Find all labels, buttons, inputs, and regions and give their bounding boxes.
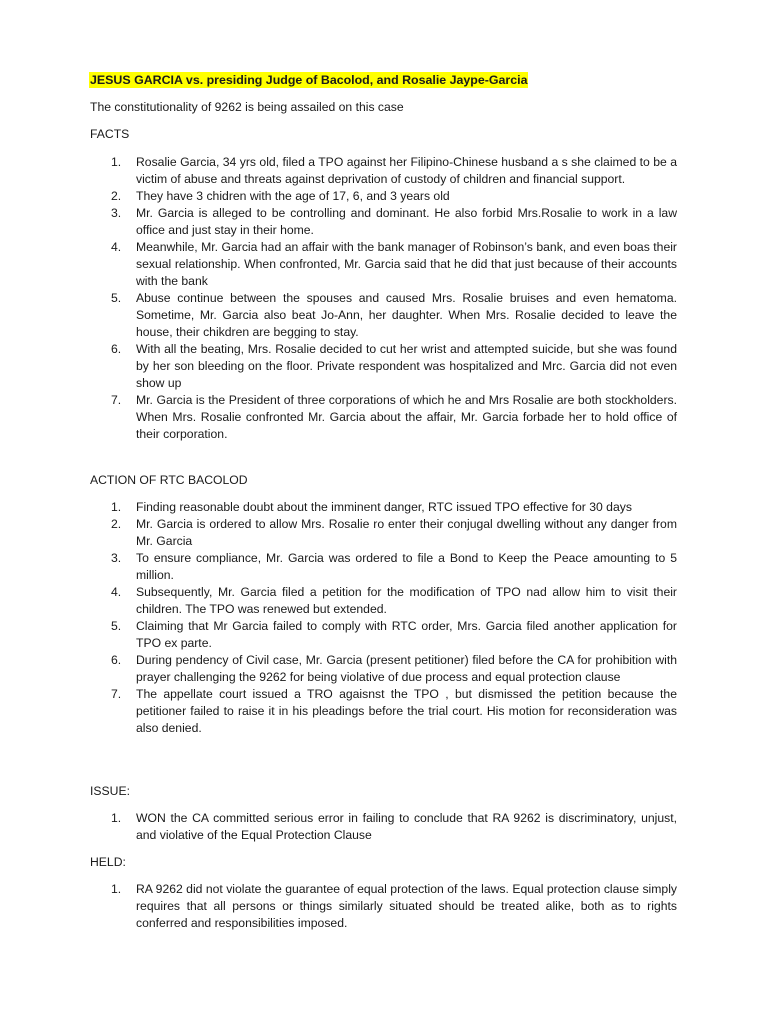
list-item: 1. WON the CA committed serious error in failing to conclude that RA 9262 is discriminatory, unjust, and violative of the Equal Protection Clause (111, 811, 677, 842)
list-item: 4. Meanwhile, Mr. Garcia had an affair with the bank manager of Robinson’s bank, and even boas their sexual relationship. When confronted, Mr. Garcia said that he did that just because of their accounts with the bank (111, 240, 677, 288)
held-heading: HELD: (90, 855, 126, 869)
list-item: 7. The appellate court issued a TRO agaisnst the TPO , but dismissed the petition because the petitioner failed to raise it in his pleadings before the trial court. His motion for reconsideration was also denied. (111, 687, 677, 735)
list-item: 3. To ensure compliance, Mr. Garcia was ordered to file a Bond to Keep the Peace amounting to 5 million. (111, 551, 677, 582)
list-item: 3. Mr. Garcia is alleged to be controlling and dominant. He also forbid Mrs.Rosalie to work in a law office and just stay in their home. (111, 206, 677, 237)
facts-list (108, 154, 677, 443)
issue-list (108, 810, 677, 844)
list-item: 5. Claiming that Mr Garcia failed to comply with RTC order, Mrs. Garcia filed another application for TPO ex parte. (111, 619, 677, 650)
action-list (108, 499, 677, 737)
list-item: 1. RA 9262 did not violate the guarantee of equal protection of the laws. Equal protection clause simply requires that all persons or things similarly situated should be treated alike, both as to rights conferred and responsibilities imposed. (111, 882, 677, 930)
held-list (108, 881, 677, 932)
action-heading: ACTION OF RTC BACOLOD (90, 473, 248, 487)
list-item: 1. Finding reasonable doubt about the imminent danger, RTC issued TPO effective for 30 days (111, 500, 632, 514)
intro-text: The constitutionality of 9262 is being assailed on this case (90, 100, 404, 114)
list-item: 6. With all the beating, Mrs. Rosalie decided to cut her wrist and attempted suicide, but she was found by her son bleeding on the floor. Private respondent was hospitalized and Mrc. Garcia did not even show up (111, 342, 677, 390)
list-item: 1. Rosalie Garcia, 34 yrs old, filed a TPO against her Filipino-Chinese husband a s she claimed to be a victim of abuse and threats against deprivation of custody of children and financial support. (111, 155, 677, 186)
list-item: 2. They have 3 chidren with the age of 17, 6, and 3 years old (111, 189, 450, 203)
case-title: JESUS GARCIA vs. presiding Judge of Bacolod, and Rosalie Jaype-Garcia (90, 73, 528, 87)
list-item: 6. During pendency of Civil case, Mr. Garcia (present petitioner) filed before the CA for prohibition with prayer challenging the 9262 for being violative of due process and equal protection clause (111, 653, 677, 684)
list-item: 2. Mr. Garcia is ordered to allow Mrs. Rosalie ro enter their conjugal dwelling without any danger from Mr. Garcia (111, 517, 677, 548)
issue-heading: ISSUE: (90, 784, 130, 798)
list-item: 5. Abuse continue between the spouses and caused Mrs. Rosalie bruises and even hematoma. Sometime, Mr. Garcia also beat Jo-Ann, her daughter. When Mrs. Rosalie decided to leave the house, their chikdren are begging to stay. (111, 291, 677, 339)
facts-heading: FACTS (90, 127, 130, 141)
list-item: 4. Subsequently, Mr. Garcia filed a petition for the modification of TPO nad allow him to visit their children. The TPO was renewed but extended. (111, 585, 677, 616)
list-item: 7. Mr. Garcia is the President of three corporations of which he and Mrs Rosalie are both stockholders. When Mrs. Rosalie confronted Mr. Garcia about the affair, Mr. Garcia forbade her to hold office of their corporation. (111, 393, 677, 441)
